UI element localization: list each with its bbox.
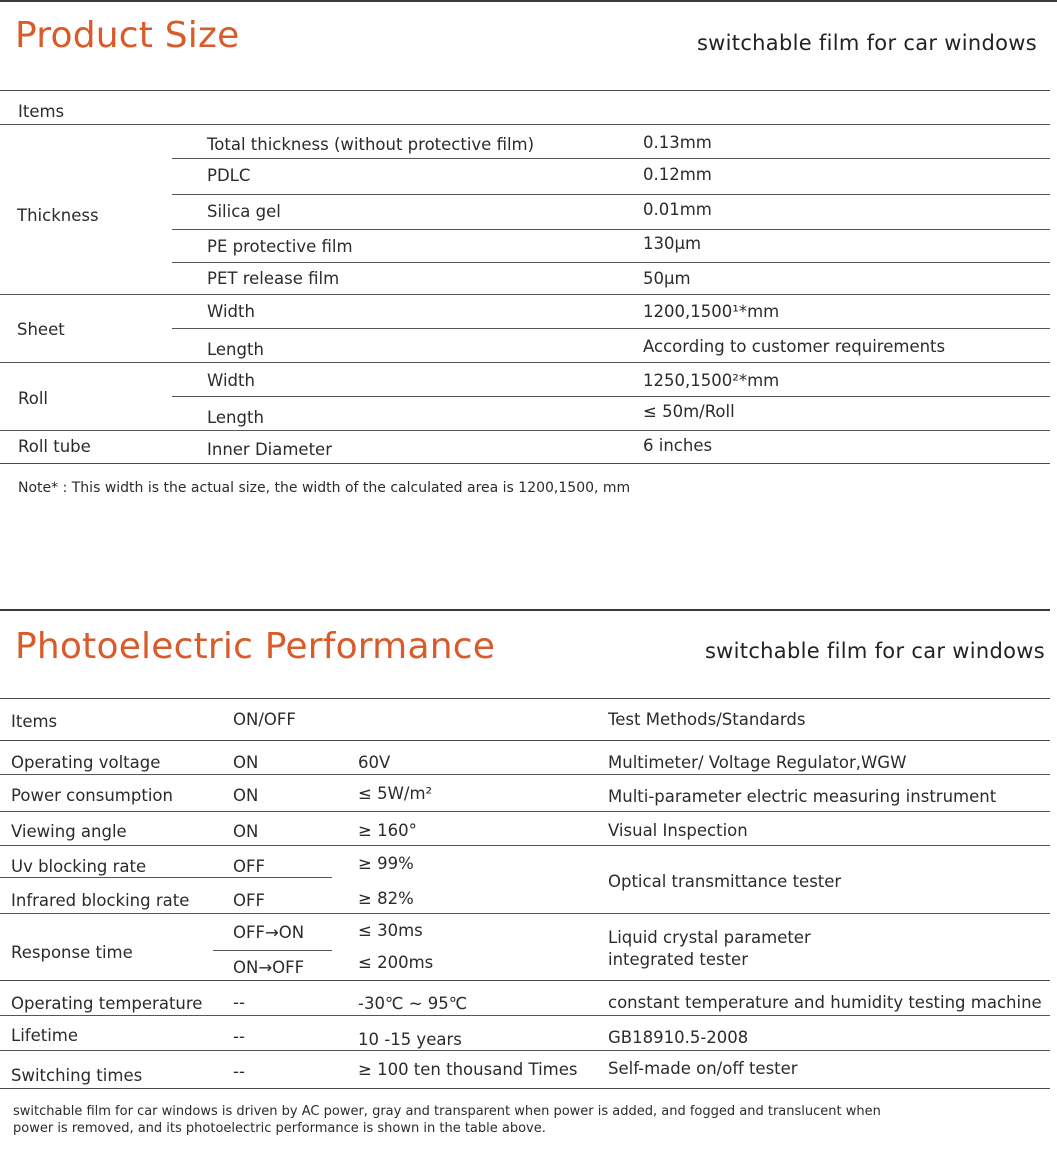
row-value: ≥ 160° [358, 821, 417, 840]
spec-value: 0.01mm [643, 200, 712, 219]
row-item: Response time [11, 943, 133, 962]
items-header: Items [18, 102, 65, 121]
row-value: ≥ 100 ten thousand Times [358, 1060, 578, 1079]
row-method: Self-made on/off tester [608, 1059, 798, 1078]
row-method: Visual Inspection [608, 821, 748, 840]
row-rule [172, 396, 1050, 397]
spec-value: 0.13mm [643, 133, 712, 152]
row-item: Infrared blocking rate [11, 891, 190, 910]
row-rule [0, 845, 1050, 846]
row-value: ≤ 200ms [358, 953, 434, 972]
row-state: OFF [233, 857, 265, 876]
row-state: -- [233, 1027, 245, 1046]
spec-value: 6 inches [643, 436, 713, 455]
onoff-header: ON/OFF [233, 710, 296, 729]
spec-name: PDLC [207, 166, 251, 185]
product-size-title: Product Size [15, 15, 240, 56]
row-rule [0, 913, 1050, 914]
table-bottom-rule [0, 463, 1050, 464]
row-method: GB18910.5-2008 [608, 1028, 749, 1047]
group-rule [0, 362, 1050, 363]
row-item: Operating temperature [11, 994, 203, 1013]
spec-value: According to customer requirements [643, 337, 946, 356]
spec-value: 1250,1500²*mm [643, 371, 780, 390]
row-state: ON [233, 822, 259, 841]
row-rule [0, 980, 1050, 981]
spec-value: 1200,1500¹*mm [643, 302, 780, 321]
header-rule [0, 124, 1050, 125]
performance-note-line2: power is removed, and its photoelectric performance is shown in the table above. [13, 1121, 546, 1136]
spec-name: Width [207, 302, 255, 321]
row-item: Operating voltage [11, 753, 161, 772]
row-method: Optical transmittance tester [608, 872, 842, 891]
spec-value: 130μm [643, 234, 702, 253]
row-value: 60V [358, 753, 391, 772]
header-rule [0, 740, 1050, 741]
spec-name: Width [207, 371, 255, 390]
spec-value: 0.12mm [643, 165, 712, 184]
spec-name: PET release film [207, 269, 340, 288]
row-rule [172, 262, 1050, 263]
row-rule [172, 229, 1050, 230]
row-item: Power consumption [11, 786, 173, 805]
row-state: -- [233, 1062, 245, 1081]
row-item: Uv blocking rate [11, 857, 147, 876]
spec-name: Total thickness (without protective film) [207, 135, 535, 154]
row-method: Liquid crystal parameter [608, 928, 811, 947]
photoelectric-title: Photoelectric Performance [15, 626, 496, 667]
spec-name: Length [207, 408, 264, 427]
photoelectric-subtitle: switchable film for car windows [704, 639, 1045, 663]
row-state: ON [233, 753, 259, 772]
performance-note-line1: switchable film for car windows is driven by AC power, gray and transparent when power is added, and fogged and translucent when [13, 1104, 881, 1119]
row-value: ≥ 99% [358, 854, 414, 873]
row-rule [172, 328, 1050, 329]
row-method: constant temperature and humidity testing machine [608, 993, 1042, 1012]
row-value: ≤ 30ms [358, 921, 423, 940]
row-state: -- [233, 993, 245, 1012]
row-rule [0, 774, 1050, 775]
row-item: Lifetime [11, 1026, 79, 1045]
spec-name: Inner Diameter [207, 440, 332, 459]
product-size-subtitle: switchable film for car windows [696, 31, 1037, 55]
row-value: ≥ 82% [358, 889, 414, 908]
row-value: ≤ 5W/m² [358, 784, 433, 803]
table-top-rule [0, 90, 1050, 91]
method-header: Test Methods/Standards [608, 710, 806, 729]
group-rule [0, 430, 1050, 431]
spec-name: Silica gel [207, 202, 281, 221]
items-header: Items [11, 712, 58, 731]
size-note: Note* : This width is the actual size, the width of the calculated area is 1200,1500, mm [18, 480, 631, 496]
roll-label: Roll [18, 389, 48, 408]
row-value: 10 -15 years [358, 1030, 462, 1049]
row-rule [213, 950, 332, 951]
spec-name: PE protective film [207, 237, 353, 256]
row-rule [0, 1015, 1050, 1016]
spec-name: Length [207, 340, 264, 359]
row-item: Switching times [11, 1066, 143, 1085]
roll-tube-label: Roll tube [18, 437, 91, 456]
row-state: OFF→ON [233, 923, 305, 942]
row-rule [0, 811, 1050, 812]
row-value: -30℃ ~ 95℃ [358, 994, 468, 1013]
thickness-label: Thickness [17, 206, 99, 225]
row-state: ON [233, 786, 259, 805]
table-bottom-rule [0, 1088, 1050, 1089]
group-rule [0, 294, 1050, 295]
row-method: integrated tester [608, 950, 748, 969]
row-rule [0, 877, 332, 878]
sheet-label: Sheet [17, 320, 65, 339]
row-item: Viewing angle [11, 822, 127, 841]
table-top-rule [0, 698, 1050, 699]
row-rule [172, 158, 1050, 159]
row-method: Multi-parameter electric measuring instrument [608, 787, 997, 806]
section-divider [0, 609, 1050, 611]
row-state: OFF [233, 891, 265, 910]
spec-value: 50μm [643, 269, 691, 288]
row-method: Multimeter/ Voltage Regulator,WGW [608, 753, 907, 772]
row-state: ON→OFF [233, 958, 305, 977]
top-divider [0, 0, 1057, 2]
spec-value: ≤ 50m/Roll [643, 402, 735, 421]
row-rule [0, 1050, 1050, 1051]
row-rule [172, 194, 1050, 195]
